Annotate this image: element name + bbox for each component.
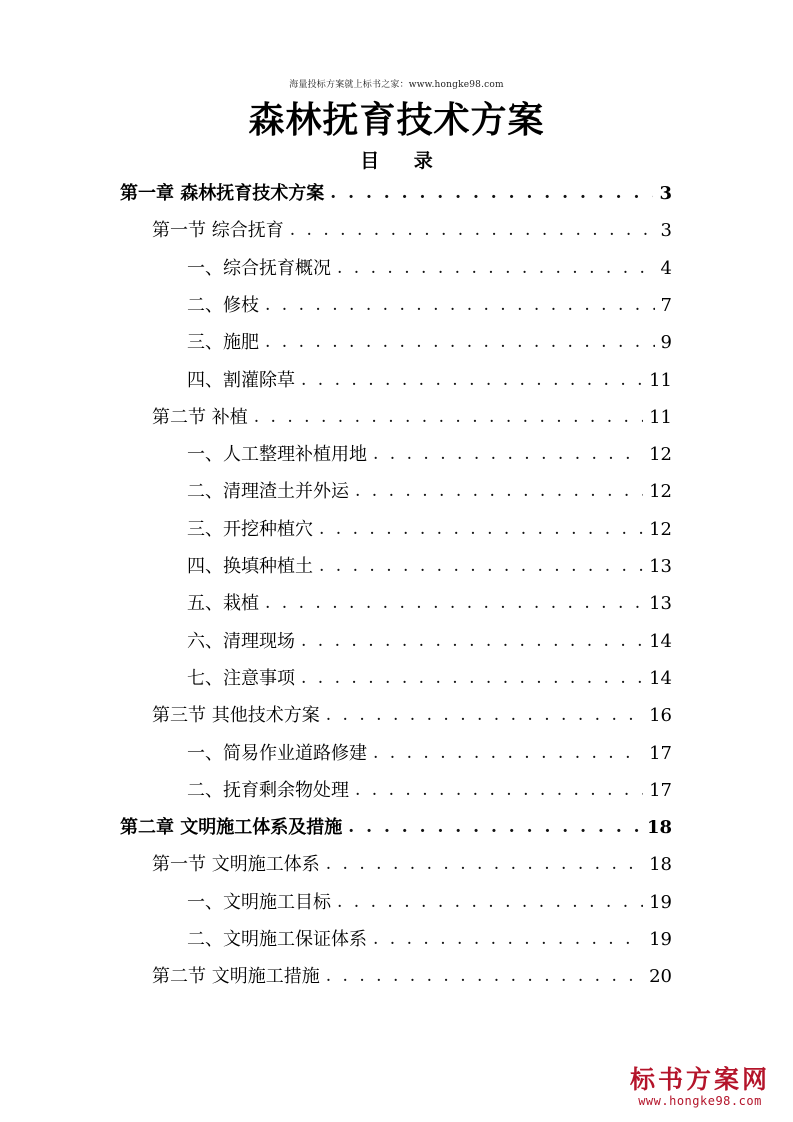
toc-entry[interactable] bbox=[187, 473, 672, 510]
toc-entry-page: 19 bbox=[649, 891, 672, 913]
toc-entry[interactable] bbox=[187, 287, 672, 324]
toc-entry-page: 18 bbox=[646, 817, 672, 839]
toc-entry-label: 五、栽植 bbox=[187, 593, 259, 615]
watermark-url: www.hongke98.com bbox=[638, 1094, 762, 1108]
toc-entry[interactable] bbox=[187, 921, 672, 958]
toc-entry[interactable] bbox=[187, 623, 672, 660]
toc-entry-page: 18 bbox=[649, 854, 672, 876]
toc-entry-page: 4 bbox=[660, 257, 672, 279]
toc-leader-dots bbox=[326, 958, 643, 995]
toc-leader-dots bbox=[265, 287, 655, 324]
toc-entry-page: 14 bbox=[649, 667, 672, 689]
toc-entry[interactable] bbox=[120, 809, 672, 846]
toc-leader-dots bbox=[265, 324, 655, 361]
toc-entry-page: 7 bbox=[660, 294, 672, 316]
toc-leader-dots bbox=[326, 846, 643, 883]
toc-entry[interactable] bbox=[152, 399, 672, 436]
toc-leader-dots bbox=[337, 250, 655, 287]
toc-entry-page: 12 bbox=[649, 481, 672, 503]
toc-entry[interactable] bbox=[152, 846, 672, 883]
toc-entry-page: 11 bbox=[649, 406, 672, 428]
toc-entry-page: 13 bbox=[649, 593, 672, 615]
toc-leader-dots bbox=[301, 660, 643, 697]
document-title: 森林抚育技术方案 bbox=[248, 99, 545, 141]
toc-entry[interactable] bbox=[187, 660, 672, 697]
toc-leader-dots bbox=[348, 809, 641, 846]
toc-entry[interactable] bbox=[187, 772, 672, 809]
toc-entry-label: 第一章 森林抚育技术方案 bbox=[120, 183, 325, 204]
toc-entry-label: 二、清理渣土并外运 bbox=[187, 481, 349, 503]
toc-leader-dots bbox=[373, 921, 643, 958]
toc-entry-page: 12 bbox=[649, 518, 672, 540]
toc-leader-dots bbox=[373, 436, 643, 473]
toc-entry[interactable] bbox=[187, 585, 672, 622]
toc-entry-label: 三、施肥 bbox=[187, 332, 259, 354]
toc-entry-page: 13 bbox=[649, 556, 672, 577]
toc-leader-dots bbox=[265, 585, 643, 622]
watermark-logo bbox=[625, 1060, 775, 1108]
toc-leader-dots bbox=[254, 399, 643, 436]
toc-entry-page: 17 bbox=[649, 742, 672, 764]
toc-entry[interactable] bbox=[187, 250, 672, 287]
toc-entry[interactable] bbox=[187, 362, 672, 399]
toc-entry[interactable] bbox=[152, 958, 672, 995]
toc-entry-label: 二、文明施工保证体系 bbox=[187, 929, 367, 950]
toc-entry-label: 六、清理现场 bbox=[187, 630, 295, 652]
toc-entry-label: 第二节 文明施工措施 bbox=[152, 966, 320, 988]
header-note: 海量投标方案就上标书之家：www.hongke98.com bbox=[289, 80, 504, 90]
toc-heading: 目 录 bbox=[360, 150, 447, 172]
toc-entry-label: 四、割灌除草 bbox=[187, 369, 295, 391]
toc-entry-label: 三、开挖种植穴 bbox=[187, 518, 313, 540]
toc-leader-dots bbox=[337, 884, 643, 921]
toc-leader-dots bbox=[319, 548, 643, 585]
toc-entry-page: 19 bbox=[649, 929, 672, 950]
toc-entry-page: 20 bbox=[649, 966, 672, 988]
toc-entry-page: 12 bbox=[649, 444, 672, 466]
toc-entry-page: 3 bbox=[660, 220, 672, 242]
toc-entry-label: 二、修枝 bbox=[187, 294, 259, 316]
toc-entry-label: 七、注意事项 bbox=[187, 667, 295, 689]
toc-entry-label: 第一节 文明施工体系 bbox=[152, 854, 320, 876]
toc-leader-dots bbox=[355, 473, 643, 510]
toc-entry[interactable] bbox=[187, 324, 672, 361]
toc-entry[interactable] bbox=[187, 511, 672, 548]
toc-entry[interactable] bbox=[152, 697, 672, 734]
toc-entry-page: 17 bbox=[649, 779, 672, 801]
toc-entry-page: 3 bbox=[659, 183, 672, 204]
toc-leader-dots bbox=[330, 175, 653, 212]
toc-entry-page: 11 bbox=[649, 369, 672, 391]
toc-leader-dots bbox=[290, 212, 655, 249]
watermark-title: 标书方案网 bbox=[629, 1065, 770, 1094]
toc-leader-dots bbox=[326, 697, 643, 734]
toc-entry-label: 一、综合抚育概况 bbox=[187, 257, 331, 279]
toc-entry-label: 二、抚育剩余物处理 bbox=[187, 779, 349, 801]
toc-entry-page: 14 bbox=[649, 630, 672, 652]
toc-entry[interactable] bbox=[152, 212, 672, 249]
toc-entry[interactable] bbox=[120, 175, 672, 212]
toc-entry-label: 四、换填种植土 bbox=[187, 556, 313, 577]
toc-entry-label: 一、文明施工目标 bbox=[187, 891, 331, 913]
toc-leader-dots bbox=[301, 362, 643, 399]
toc-entry[interactable] bbox=[187, 735, 672, 772]
toc-entry-label: 第二章 文明施工体系及措施 bbox=[120, 817, 343, 839]
toc-entry[interactable] bbox=[187, 884, 672, 921]
toc-entry-page: 9 bbox=[660, 332, 672, 354]
toc-entry-label: 一、人工整理补植用地 bbox=[187, 444, 367, 466]
toc-entry-label: 第三节 其他技术方案 bbox=[152, 705, 320, 727]
toc-leader-dots bbox=[319, 511, 643, 548]
toc-leader-dots bbox=[373, 735, 643, 772]
toc-leader-dots bbox=[301, 623, 643, 660]
toc-entry[interactable] bbox=[187, 436, 672, 473]
toc-entry-page: 16 bbox=[649, 705, 672, 727]
toc-entry-label: 一、简易作业道路修建 bbox=[187, 742, 367, 764]
toc-entry-label: 第二节 补植 bbox=[152, 406, 248, 428]
toc-entry-label: 第一节 综合抚育 bbox=[152, 220, 284, 242]
toc-leader-dots bbox=[355, 772, 643, 809]
toc-entry[interactable] bbox=[187, 548, 672, 585]
